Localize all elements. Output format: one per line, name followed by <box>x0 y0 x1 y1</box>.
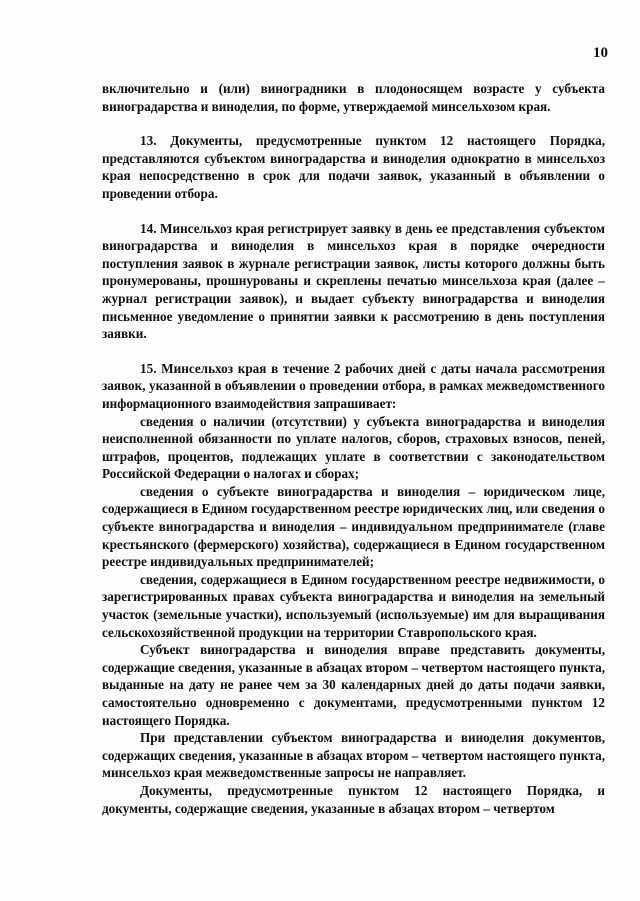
paragraph-13: 13. Документы, предусмотренные пунктом 12 настоящего Порядка, представляются субъектом виноградарства и виноделия однократно в минсельхоз края непосредственно в срок для подачи заявок, указанный в объявлении о проведении отбора. <box>102 133 605 201</box>
paragraph-15-registry-info: сведения о субъекте виноградарства и виноделия – юридическом лице, содержащиеся в Едином государственном реестре юридических лиц, или сведения о субъекте виноградарства и виноделия – индивидуальном предпринимателе (главе крестьянского (фермерского) хозяйства), содержащиеся в Едином государственном реестре индивидуальных предпринимателей; <box>102 483 605 570</box>
paragraph-14: 14. Минсельхоз края регистрирует заявку в день ее представления субъектом виноградарства и виноделия в минсельхоз края в порядке очередности поступления заявок в журнале регистрации заявок, листы которого должны быть пронумерованы, прошнурованы и скреплены печатью минсельхоза края (далее – журнал регистрации заявок), и выдает субъекту виноградарства и виноделия письменное уведомление о принятии заявки к рассмотрению в день поступления заявки. <box>102 220 605 342</box>
paragraph-15-documents-continuation: Документы, предусмотренные пунктом 12 настоящего Порядка, и документы, содержащие сведения, указанные в абзацах втором – четвертом <box>102 782 605 816</box>
paragraph-15-no-requests: При представлении субъектом виноградарства и виноделия документов, содержащих сведения, указанные в абзацах втором – четвертом настоящего пункта, минсельхоз края межведомственные запросы не направляет. <box>102 730 605 781</box>
paragraph-15-real-estate-info: сведения, содержащиеся в Едином государственном реестре недвижимости, о зарегистрированных правах субъекта виноградарства и виноделия на земельный участок (земельные участки), используемый (используемые) им для выращивания сельскохозяйственной продукции на территории Ставропольского края. <box>102 571 605 640</box>
paragraph-continuation: включительно и (или) виноградники в плодоносящем возрасте у субъекта виноградарства и виноделия, по форме, утверждаемой минсельхозом края. <box>102 81 605 114</box>
document-body <box>102 80 605 817</box>
paragraph-15-optional-documents: Субъект виноградарства и виноделия вправе представить документы, содержащие сведения, указанные в абзацах втором – четвертом настоящего пункта, выданные на дату не ранее чем за 30 календарных дней до даты подачи заявки, самостоятельно одновременно с документами, предусмотренными пунктом 12 настоящего Порядка. <box>102 642 605 728</box>
paragraph-15-tax-info: сведения о наличии (отсутствии) у субъекта виноградарства и виноделия неисполненной обязанности по уплате налогов, сборов, страховых взносов, пеней, штрафов, процентов, подлежащих уплате в соответствии с законодательством Российской Федерации о налогах и сборах; <box>102 413 605 482</box>
page-number: 10 <box>593 45 608 61</box>
paragraph-15: 15. Минсельхоз края в течение 2 рабочих дней с даты начала рассмотрения заявок, указанной в объявлении о проведении отбора, в рамках межведомственного информационного взаимодействия запрашивает: <box>102 360 605 411</box>
